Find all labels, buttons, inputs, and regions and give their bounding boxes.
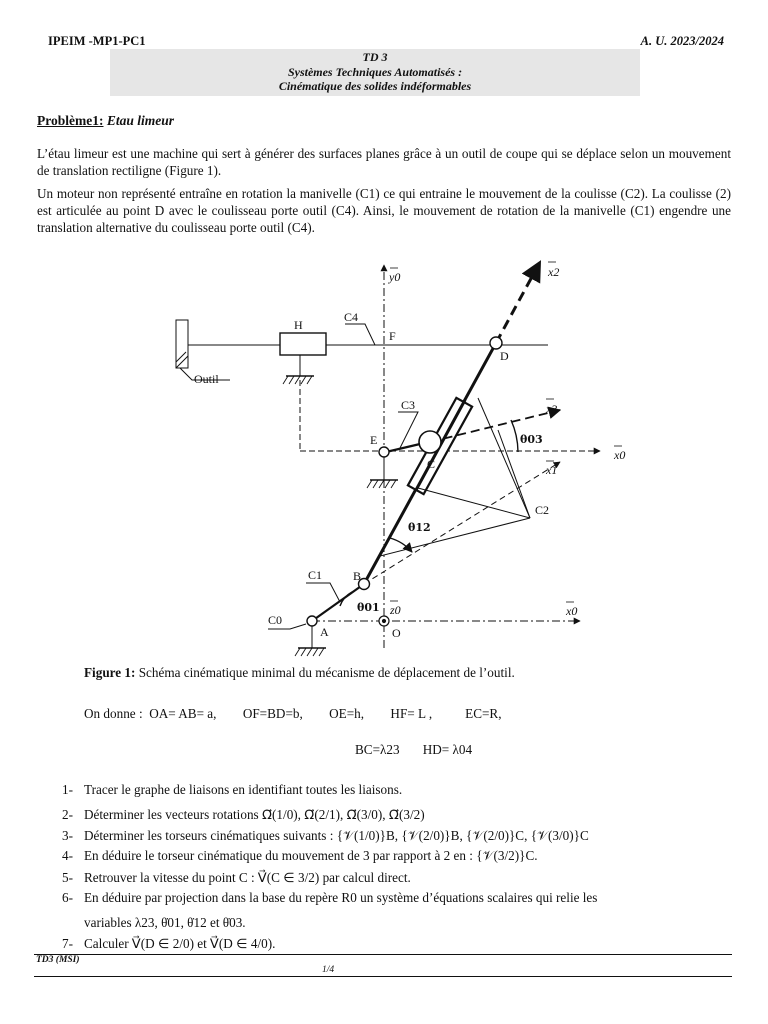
- question-6: [62, 889, 732, 906]
- label-c1: C1: [308, 568, 323, 582]
- label-e: E: [370, 433, 378, 447]
- label-x0-top: x0: [614, 448, 626, 462]
- label-c0: C0: [268, 613, 283, 627]
- label-outil: Outil: [194, 372, 219, 386]
- problem-heading: [37, 113, 174, 129]
- label-c2: C2: [535, 503, 550, 517]
- label-c4: C4: [344, 310, 359, 324]
- header-right: A. U. 2023/2024: [640, 34, 724, 48]
- label-f: F: [389, 329, 396, 343]
- question-number: 4-: [62, 848, 73, 863]
- title-line-1: TD 3: [362, 50, 388, 64]
- paragraph-2: Un moteur non représenté entraîne en rotation la manivelle (C1) ce qui entraine le mouvement de la coulisse (C2). La coulisse (2) est articulée au point D avec le coulisseau porte outil (C4). Ainsi, le mouvement de rotation de la manivelle (C1) engendre une translation alternative du coulisseau porte outil (C4).: [37, 186, 731, 235]
- figure-caption: [84, 665, 515, 681]
- footer-rule-top: [34, 954, 732, 955]
- question-number: 1-: [62, 782, 73, 797]
- question-text: Déterminer les torseurs cinématiques suivants : {𝒱(1/0)}B, {𝒱(2/0)}B, {𝒱(2/0)}C, {𝒱(3/0)}C: [84, 828, 589, 843]
- given-line-1: On donne : OA= AB= a, OF=BD=b, OE=h, HF= L , EC=R,: [84, 706, 502, 721]
- question-number: 3-: [62, 828, 73, 843]
- question-1: [62, 781, 732, 798]
- label-y0: y0: [389, 270, 401, 284]
- label-o: O: [392, 626, 401, 640]
- footer-rule-bottom: [34, 976, 732, 977]
- question-3: [62, 827, 732, 844]
- label-z0: z0: [390, 603, 401, 617]
- question-text: Déterminer les vecteurs rotations Ω⃗(1/0), Ω⃗(2/1), Ω⃗(3/0), Ω⃗(3/2): [84, 807, 425, 822]
- label-b: B: [353, 569, 362, 583]
- problem-name: Etau limeur: [106, 113, 175, 128]
- label-h: H: [294, 318, 303, 332]
- question-number: 7-: [62, 936, 73, 951]
- question-number: 2-: [62, 807, 73, 822]
- question-5: [62, 869, 732, 886]
- question-6-continued: variables λ23, θ̇01, θ̇12 et θ̇03.: [84, 915, 246, 930]
- label-x2: x2: [548, 265, 560, 279]
- question-number: 5-: [62, 870, 73, 885]
- paragraph-1: L’étau limeur est une machine qui sert à générer des surfaces planes grâce à un outil de coupe qui se déplace selon un mouvement de translation rectiligne (Figure 1).: [37, 146, 731, 178]
- label-a: A: [320, 625, 329, 639]
- title-line-3: Cinématique des solides indéformables: [278, 79, 472, 93]
- caption-label: Figure 1:: [84, 665, 136, 680]
- label-x1: x1: [546, 463, 558, 477]
- title-box: [110, 49, 640, 96]
- label-c: C: [427, 457, 436, 471]
- header-left: IPEIM -MP1-PC1: [48, 34, 146, 48]
- page-number: 1/4: [322, 965, 335, 975]
- caption-text: Schéma cinématique minimal du mécanisme de déplacement de l’outil.: [135, 665, 515, 680]
- label-theta12: θ12: [408, 521, 431, 534]
- question-2: [62, 806, 732, 823]
- question-text: Calculer V⃗(D ∈ 2/0) et V⃗(D ∈ 4/0).: [84, 936, 276, 951]
- footer-left: TD3 (MSI): [36, 955, 80, 965]
- label-theta03: θ03: [520, 433, 543, 446]
- label-theta01: θ01: [357, 601, 380, 614]
- problem-label: Problème1:: [37, 113, 104, 128]
- given-line-2: BC=λ23 HD= λ04: [355, 742, 473, 757]
- question-text: Tracer le graphe de liaisons en identifiant toutes les liaisons.: [84, 782, 403, 797]
- question-text: En déduire par projection dans la base du repère R0 un système d’équations scalaires qui relie les: [84, 890, 598, 905]
- question-4: [62, 847, 732, 864]
- label-c3: C3: [401, 398, 416, 412]
- question-number: 6-: [62, 890, 73, 905]
- title-line-2: Systèmes Techniques Automatisés :: [287, 64, 463, 79]
- question-text: Retrouver la vitesse du point C : V⃗(C ∈ 3/2) par calcul direct.: [84, 870, 411, 885]
- question-text: En déduire le torseur cinématique du mouvement de 3 par rapport à 2 en : {𝒱(3/2)}C.: [84, 848, 538, 863]
- label-x3: x3: [546, 402, 558, 416]
- mechanism-figure: [0, 255, 768, 665]
- label-d: D: [500, 349, 509, 363]
- question-7: [62, 935, 732, 952]
- label-x0-bottom: x0: [566, 604, 578, 618]
